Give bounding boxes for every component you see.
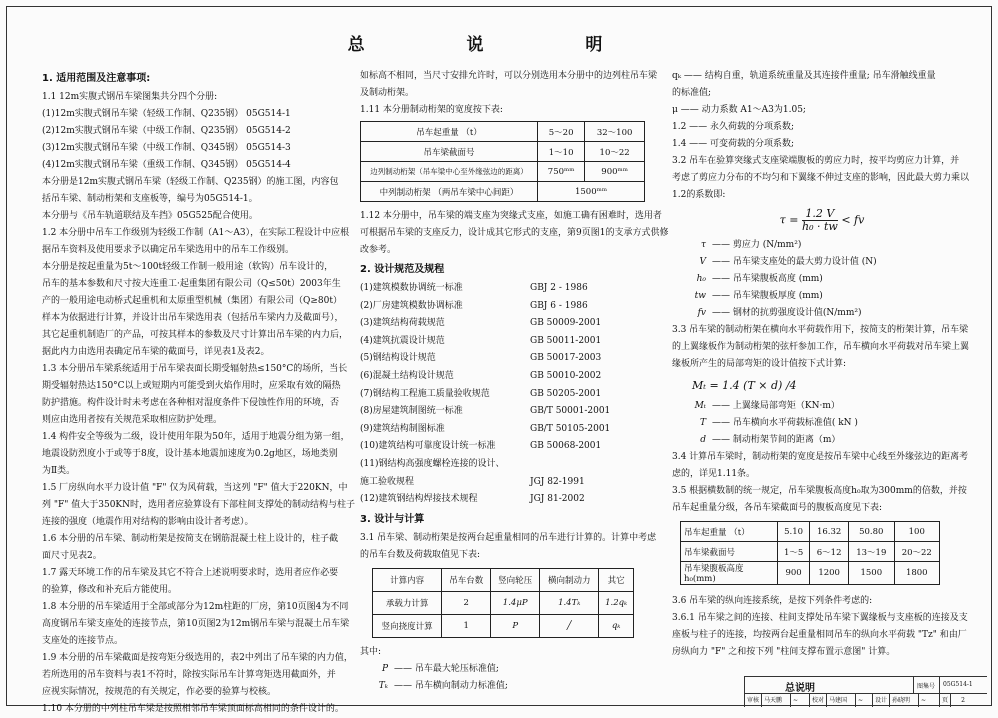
column-2-definitions	[360, 661, 655, 695]
truss-width-table	[360, 121, 645, 202]
definition-row	[360, 678, 655, 695]
text-line: 样本为依据进行计算，并设计出吊车梁选用表（包括吊车梁内力及截面号），	[42, 313, 344, 323]
text-line: qₖ —— 结构自重，轨道系统重量及其连接件重量; 吊车滑触线重量	[672, 71, 936, 81]
text-line: 1.3 本分册吊车梁系统适用于吊车梁表面长期受辐射热≤150°C的场所，当长	[42, 364, 348, 374]
table-cell: 10～22	[585, 142, 645, 162]
text-line: 3.6 吊车梁的纵向连接系统，是按下列条件考虑的:	[672, 596, 873, 606]
text-line: 座板与柱子的连接，均按两台起重量相同吊车的纵向水平荷载 "Tz" 和由厂	[672, 630, 967, 640]
table-cell: 1.4Tₖ	[540, 591, 599, 614]
standard-code: GB 50011-2001	[530, 335, 602, 346]
standard-row	[360, 403, 655, 421]
table-cell: 2	[442, 591, 491, 614]
section-2-heading: 2. 设计规范及规程	[360, 264, 445, 275]
column-3-lines-b	[672, 322, 972, 373]
signature: ~	[791, 694, 810, 707]
moment-definitions	[672, 398, 972, 449]
standard-row	[360, 315, 655, 333]
standard-row	[360, 421, 655, 439]
table-cell: 吊车梁腹板高度 h₀(mm)	[681, 562, 778, 585]
symbol: P	[381, 663, 388, 674]
definition-row	[672, 237, 972, 254]
title-block	[744, 676, 987, 707]
table-cell: 16.32	[810, 522, 849, 542]
table-cell: 50.80	[849, 522, 894, 542]
symbol: tw	[694, 291, 706, 301]
atlas-label: 图集号	[917, 683, 936, 690]
eq-rhs: < fv	[841, 213, 865, 227]
definition: —— 吊车横向制动力标准值;	[394, 680, 508, 691]
text-line: 的吊车台数及荷载取值见下表:	[360, 549, 481, 560]
text-line: 面尺寸见表2。	[42, 551, 102, 561]
table-row	[361, 182, 645, 202]
table-cell: qₖ	[599, 614, 634, 637]
review-label: 审核	[745, 694, 762, 707]
table-cell: 竖向挠度计算	[373, 614, 442, 637]
definition-row	[672, 415, 972, 432]
standard-code: GB 50205-2001	[530, 388, 602, 399]
text-line: 1.8 本分册的吊车梁适用于全部或部分为12m柱距的厂房，第10页图4为不同	[42, 602, 349, 612]
standard-code: GBJ 2 - 1986	[530, 283, 588, 293]
table-cell: 900	[778, 562, 810, 585]
table-cell: 1200	[810, 562, 849, 585]
text-line: 1.2 —— 永久荷载的分项系数;	[672, 122, 795, 132]
column-1-lines	[42, 89, 356, 718]
column-3-lines-d	[672, 593, 972, 661]
table-cell: 32～100	[585, 122, 645, 142]
eq-denominator: h₀ · tw	[801, 220, 838, 233]
table-cell: 6～12	[810, 542, 849, 562]
text-line: 虑的，详见1.11条。	[672, 469, 756, 479]
symbol: Mₜ	[694, 401, 706, 411]
table-cell: 5.10	[778, 522, 810, 542]
text-line: 据吊车资料及使用要求予以确定吊车梁选用中的吊车工作级别。	[42, 245, 295, 255]
text-line: 期受辐射热达150°C以上或短期内可能受到火焰作用时，应采取有效的隔热	[42, 381, 341, 391]
page-number: 2	[961, 697, 965, 704]
standard-code: GB/T 50001-2001	[530, 406, 611, 417]
table-cell: 吊车起重量 （t）	[681, 522, 778, 542]
text-line: 防护措施。构件设计时未考虑在各种相对湿度条件下侵蚀性作用的环境，否	[42, 398, 340, 408]
text-line: 高度钢吊车梁支座处的连接节点，第10页图2为12m钢吊车梁与混凝土吊车梁	[42, 619, 350, 629]
section-3-heading: 3. 设计与计算	[360, 513, 425, 525]
text-line: 如标高不相同，当尺寸安排允许时，可以分别选用本分册中的边列柱吊车梁	[360, 71, 658, 81]
text-line: 产的一般用途电动桥式起重机和太原重型机械（集团）有限公司（Q≥80t）	[42, 296, 342, 306]
text-line: 支座处的连接节点。	[42, 636, 124, 646]
column-3	[672, 68, 972, 661]
text-line: 应视实际情况，按规范的有关规定，作必要的验算与校核。	[42, 687, 277, 697]
divider	[913, 677, 914, 693]
text-line: 3.1 吊车梁、制动桁架是按两台起重量相同的吊车进行计算的。计算中考虑	[360, 532, 657, 543]
standard-row	[360, 491, 655, 509]
design-label: 设计	[873, 694, 890, 707]
signature: ~	[856, 694, 873, 707]
table-cell: 1～10	[538, 142, 585, 162]
table-cell: 计算内容	[373, 568, 442, 591]
definition: —— 吊车梁支座处的最大剪力设计值 (N)	[712, 257, 877, 267]
text-line: 据此内力由选用表确定吊车梁的截面号，详见表1及表2。	[42, 347, 270, 357]
table-cell: 中列制动桁架 （两吊车梁中心间距）	[361, 182, 538, 202]
standard-code: GB/T 50105-2001	[530, 423, 611, 434]
text-line: 房纵向力 "F" 之和按下列 "柱间支撑布置示意图" 计算。	[672, 647, 896, 657]
symbol: T	[699, 418, 706, 428]
table-cell: 其它	[599, 568, 634, 591]
symbol: d	[700, 435, 706, 445]
table-row	[373, 591, 634, 614]
standard-name: (3)建筑结构荷载规范	[360, 318, 445, 329]
text-line: (4)12m实腹式钢吊车梁（重级工作制、Q345钢） 05G514-4	[42, 160, 291, 170]
definition-row	[672, 432, 972, 449]
divider	[939, 677, 940, 693]
text-line: 1.4 —— 可变荷载的分项系数;	[672, 139, 795, 149]
text-line: 3.2 吊车在验算突缘式支座梁端腹板的剪应力时，按平均剪应力计算，并	[672, 156, 960, 166]
standard-name: 施工验收规程	[360, 476, 415, 487]
table-row	[373, 568, 634, 591]
standard-row	[360, 298, 655, 316]
definition-row	[672, 254, 972, 271]
standard-row	[360, 386, 655, 404]
standard-code: GB 50068-2001	[530, 441, 602, 452]
standard-code: JGJ 82-1991	[530, 476, 585, 487]
text-line: 及制动桁架。	[360, 88, 415, 98]
definition-row	[672, 271, 972, 288]
table-cell: 1500	[849, 562, 894, 585]
text-line: 连接的强度（地震作用对结构的影响由设计者考虑）。	[42, 517, 254, 527]
text-line: 考虑了剪应力分布的不均匀和下翼缘不伸过支座的影响，因此最大剪力乘以	[672, 173, 970, 183]
symbol: h₀	[696, 274, 706, 284]
definition: —— 吊车最大轮压标准值;	[394, 663, 499, 674]
definition: —— 吊车梁腹板高度 (mm)	[712, 274, 823, 284]
definition-row	[672, 398, 972, 415]
table-cell: 1	[442, 614, 491, 637]
table-row	[361, 162, 645, 182]
eq-lhs: τ =	[779, 213, 799, 227]
text-line: 的标准值;	[672, 88, 712, 98]
table-row	[681, 522, 940, 542]
definition: —— 钢材的抗剪强度设计值(N/mm²)	[712, 308, 862, 318]
column-2-intro	[360, 68, 658, 119]
text-line: 地震设防烈度小于或等于8度，设计基本地震加速度为0.2g地区，场地类别	[42, 449, 338, 459]
standard-name: (4)建筑抗震设计规范	[360, 335, 445, 346]
table-cell: 吊车起重量 （t）	[361, 122, 538, 142]
standard-name: (1)建筑模数协调统一标准	[360, 283, 463, 293]
text-line: 吊车的基本参数和尺寸按大连重工·起重集团有限公司（Q≤50t）2003年生	[42, 279, 341, 289]
designer-name: 孙晓明	[890, 694, 919, 707]
standard-row	[360, 438, 655, 456]
text-line: 1.12 本分册中，吊车梁的端支座为突缘式支座，如施工确有困难时，选用者	[360, 211, 662, 221]
text-line: 本分册与《吊车轨道联结及车挡》05G525配合使用。	[42, 211, 258, 221]
table-cell: 吊车梁截面号	[361, 142, 538, 162]
table-cell: 1.2qₖ	[599, 591, 634, 614]
table-row	[373, 614, 634, 637]
table-cell: 1500ᵐᵐ	[538, 182, 645, 202]
column-1	[42, 68, 356, 718]
text-line: 则应由选用者按有关规范采取相应防护处理。	[42, 415, 223, 425]
text-line: 1.1 12m实腹式钢吊车梁图集共分四个分册:	[42, 92, 218, 102]
symbol: Tₖ	[378, 680, 388, 691]
text-line: μ —— 动力系数 A1～A3为1.05;	[672, 105, 806, 115]
standard-name: (10)建筑结构可靠度设计统一标准	[360, 441, 496, 452]
text-line: 1.5 厂房纵向水平力设计值 "F" 仅为风荷载，当这列 "F" 值大于220KN，中	[42, 483, 348, 493]
atlas-number: 05G514-1	[943, 681, 973, 688]
eq-fraction	[802, 208, 838, 233]
text-line: 的验算，修改和补充后方能使用。	[42, 585, 178, 595]
table-cell: 横向制动力	[540, 568, 599, 591]
standard-row	[360, 456, 655, 474]
symbol: fv	[697, 308, 706, 318]
text-line: 其它起重机制造厂的产品，可按其样本的参数及尺寸计算出吊车梁的内力后，	[42, 330, 349, 340]
standard-code: GB 50009-2001	[530, 318, 602, 329]
definition-row	[672, 288, 972, 305]
table-cell: 竖向轮压	[491, 568, 540, 591]
column-2-after-table	[360, 208, 669, 259]
table-cell: 边列制动桁架（吊车梁中心至外缘弦边的距离）	[361, 162, 538, 182]
text-line: 1.6 本分册的吊车梁、制动桁架是按简支在钢筋混凝土柱上设计的，柱子截	[42, 534, 339, 544]
table-cell: 承载力计算	[373, 591, 442, 614]
text-line: 缘板所产生的局部弯矩的设计值按下式计算:	[672, 359, 847, 369]
text-line: 3.6.1 吊车梁之间的连接、柱间支撑处吊车梁下翼缘板与支座板的连接及支	[672, 613, 968, 623]
column-3-lines-c	[672, 449, 972, 517]
standard-name: (7)钢结构工程施工质量验收规范	[360, 388, 490, 399]
table-cell: 1～5	[778, 542, 810, 562]
table-cell: 13～19	[849, 542, 894, 562]
column-3-lines-a	[672, 68, 972, 204]
text-line: 吊车起重量分级，各吊车梁截面号的腹板高度见下表:	[672, 503, 883, 513]
table-cell: 900ᵐᵐ	[585, 162, 645, 182]
text-line: 1.2的系数即:	[672, 190, 726, 200]
standard-row	[360, 368, 655, 386]
standard-name: (11)钢结构高强度螺栓连接的设计、	[360, 458, 505, 469]
text-line: 1.7 露天环境工作的吊车梁及其它不符合上述说明要求时，选用者应作必要	[42, 568, 339, 578]
table-cell: P	[491, 614, 540, 637]
table-row	[361, 142, 645, 162]
text-line: (2)12m实腹式钢吊车梁（中级工作制、Q235钢） 05G514-2	[42, 126, 291, 136]
table-cell: 吊车台数	[442, 568, 491, 591]
standard-name: (12)建筑钢结构焊接技术规程	[360, 494, 478, 505]
symbol: τ	[701, 240, 706, 250]
check-label: 校对	[810, 694, 827, 707]
checker-name: 马建国	[827, 694, 856, 707]
reviewer-name: 马天鹏	[762, 694, 791, 707]
definition: —— 上翼缘局部弯矩（KN·m）	[712, 401, 840, 411]
text-line: 1.9 本分册的吊车梁截面是按弯矩分级选用的，表2中列出了吊车梁的内力值，	[42, 653, 353, 663]
text-line: 为Ⅱ类。	[42, 466, 76, 476]
text-line: 1.10 本分册的中列柱吊车梁是按照相邻吊车梁顶面标高相同的条件设计的。	[42, 704, 344, 714]
standards-list	[360, 280, 655, 509]
table-cell: 吊车梁截面号	[681, 542, 778, 562]
standard-code: GB 50017-2003	[530, 353, 602, 364]
section-1-heading: 1. 适用范围及注意事项:	[42, 73, 151, 84]
text-line: (3)12m实腹式钢吊车梁（中级工作制、Q345钢） 05G514-3	[42, 143, 291, 153]
table-row	[681, 542, 940, 562]
text-line: 可根据吊车梁的支座反力，设计成其它形式的支座，第9页图1的支承方式供修	[360, 228, 669, 238]
table-cell: 100	[894, 522, 939, 542]
section-3-1	[360, 530, 655, 564]
table-cell: 750ᵐᵐ	[538, 162, 585, 182]
standard-row	[360, 350, 655, 368]
page-label: 页	[940, 694, 951, 707]
standard-name: (5)钢结构设计规范	[360, 353, 436, 364]
text-line: 3.5 根据横数制的统一规定，吊车梁腹板高度h₀取为300mm的倍数，并按	[672, 486, 967, 496]
page-title: 总 说 明	[347, 35, 651, 55]
text-line: 1.2 本分册中吊车工作级别为轻级工作制（A1～A3），在实际工程设计中应根	[42, 228, 350, 238]
moment-equation: Mₜ = 1.4 (T × d) /4	[692, 379, 797, 392]
standard-name: (8)房屋建筑制图统一标准	[360, 406, 463, 417]
definition-row	[672, 305, 972, 322]
text-line: 3.3 吊车梁的制动桁架在横向水平荷载作用下，按简支的桁架计算，吊车梁	[672, 325, 969, 335]
text-line: 本分册是12m实腹式钢吊车梁（轻级工作制、Q235钢）的施工图，内容包	[42, 177, 339, 187]
text-line: 括吊车梁、制动桁架和支座板等，编号为05G514-1。	[42, 194, 258, 204]
shear-equation	[672, 208, 972, 233]
web-height-table	[680, 521, 940, 585]
definition: —— 制动桁架节间的距离（m）	[712, 435, 841, 445]
definition-row	[360, 661, 655, 678]
table-row	[361, 122, 645, 142]
standard-code: JGJ 81-2002	[530, 494, 585, 505]
text-line: 若所选用的吊车资料与表1不符时，除按实际吊车计算弯矩选用截面外，并	[42, 670, 336, 680]
standard-name: (2)厂房建筑模数协调标准	[360, 300, 463, 311]
shear-definitions	[672, 237, 972, 322]
load-table	[372, 568, 634, 638]
symbol: V	[699, 257, 706, 267]
definition: —— 吊车梁腹板厚度 (mm)	[712, 291, 823, 301]
standard-code: GBJ 6 - 1986	[530, 300, 588, 311]
title-block-signatures	[745, 694, 987, 707]
standard-row	[360, 333, 655, 351]
definition: —— 吊车横向水平荷载标准值( kN )	[712, 418, 858, 428]
signature: ~	[919, 694, 940, 707]
table-cell: 20～22	[894, 542, 939, 562]
title-block-top	[745, 677, 987, 694]
text-line: (1)12m实腹式钢吊车梁（轻级工作制、Q235钢） 05G514-1	[42, 109, 291, 119]
standard-name: (6)混凝土结构设计规范	[360, 370, 454, 381]
text-line: 本分册是按起重量为5t～100t轻级工作制一般用途（软钩）吊车设计的，	[42, 262, 334, 272]
standard-row	[360, 474, 655, 492]
table-cell: 1800	[894, 562, 939, 585]
column-2	[360, 68, 669, 695]
table-cell: 5～20	[538, 122, 585, 142]
text-line: 1.4 构件安全等级为二级，设计使用年限为50年，适用于地震分组为第一组，	[42, 432, 350, 442]
text-line: 的上翼缘板作为制动桁架的弦杆参加工作，吊车横向水平荷载对吊车梁上翼	[672, 342, 970, 352]
standard-code	[530, 456, 655, 474]
table-cell: ╱	[540, 614, 599, 637]
definition: —— 剪应力 (N/mm²)	[712, 240, 802, 250]
where-label: 其中:	[360, 646, 382, 657]
standard-code: GB 50010-2002	[530, 370, 602, 381]
text-line: 列 "F" 值大于350KN时，选用者应验算设有下部柱间支撑处的制动结构与柱子	[42, 500, 356, 510]
text-line: 1.11 本分册制动桁架的宽度按下表:	[360, 105, 503, 115]
standard-row	[360, 280, 655, 298]
table-row	[681, 562, 940, 585]
title-block-title: 总说明	[785, 683, 815, 694]
table-cell: 1.4μP	[491, 591, 540, 614]
standard-name: (9)建筑结构制图标准	[360, 423, 445, 434]
text-line: 改参考。	[360, 245, 397, 255]
text-line: 3.4 计算吊车梁时，制动桁架的宽度是按吊车梁中心线至外缘弦边的距离考	[672, 452, 969, 462]
eq-numerator: 1.2 V	[802, 208, 838, 221]
